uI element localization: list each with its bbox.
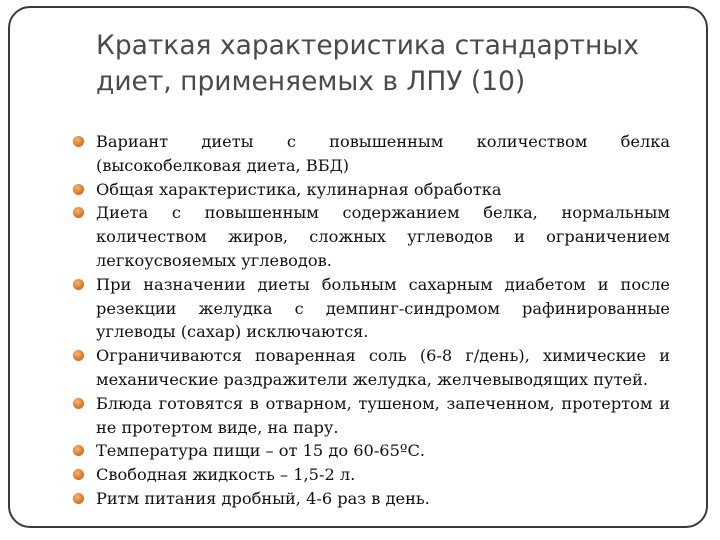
orange-dot-icon bbox=[73, 136, 84, 147]
bullet-text: Блюда готовятся в отварном, тушеном, запеченном, протертом и не протертом виде, на пару. bbox=[96, 393, 670, 437]
list-item bbox=[72, 273, 670, 344]
bullet-text: Ограничиваются поваренная соль (6-8 г/день), химические и механические раздражители желудка, желчевыводящих путей. bbox=[96, 346, 670, 389]
orange-dot-icon bbox=[73, 279, 84, 290]
list-item bbox=[72, 130, 670, 178]
bullet-text: Температура пищи – от 15 до 60-65ºС. bbox=[96, 441, 426, 461]
slide-frame bbox=[8, 6, 708, 528]
list-item bbox=[72, 392, 670, 440]
orange-dot-icon bbox=[73, 493, 84, 504]
orange-dot-icon bbox=[73, 469, 84, 480]
list-item bbox=[72, 463, 670, 487]
bullet-text: Ритм питания дробный, 4-6 раз в день. bbox=[96, 488, 430, 508]
bullet-text: Диета с повышенным содержанием белка, нормальным количеством жиров, сложных углеводов и ограничением легкоусвояемых углеводов. bbox=[96, 203, 670, 270]
orange-dot-icon bbox=[73, 207, 84, 218]
orange-dot-icon bbox=[73, 398, 84, 409]
list-item bbox=[72, 344, 670, 392]
bullet-text: Общая характеристика, кулинарная обработка bbox=[96, 179, 502, 199]
bullet-text: Свободная жидкость – 1,5-2 л. bbox=[96, 465, 356, 485]
list-item bbox=[72, 201, 670, 272]
orange-dot-icon bbox=[73, 184, 84, 195]
list-item bbox=[72, 487, 670, 511]
slide-title: Краткая характеристика стандартных диет, применяемых в ЛПУ (10) bbox=[96, 30, 639, 97]
bullet-text: Вариант диеты с повышенным количеством белка (высокобелковая диета, ВБД) bbox=[96, 132, 670, 175]
orange-dot-icon bbox=[73, 445, 84, 456]
bullet-text: При назначении диеты больным сахарным диабетом и после резекции желудка с демпинг-синдромом рафинированные углеводы (сахар) исключаются. bbox=[96, 274, 670, 342]
list-item bbox=[72, 178, 670, 202]
orange-dot-icon bbox=[73, 350, 84, 361]
bullet-list bbox=[72, 130, 670, 511]
list-item bbox=[72, 439, 670, 463]
